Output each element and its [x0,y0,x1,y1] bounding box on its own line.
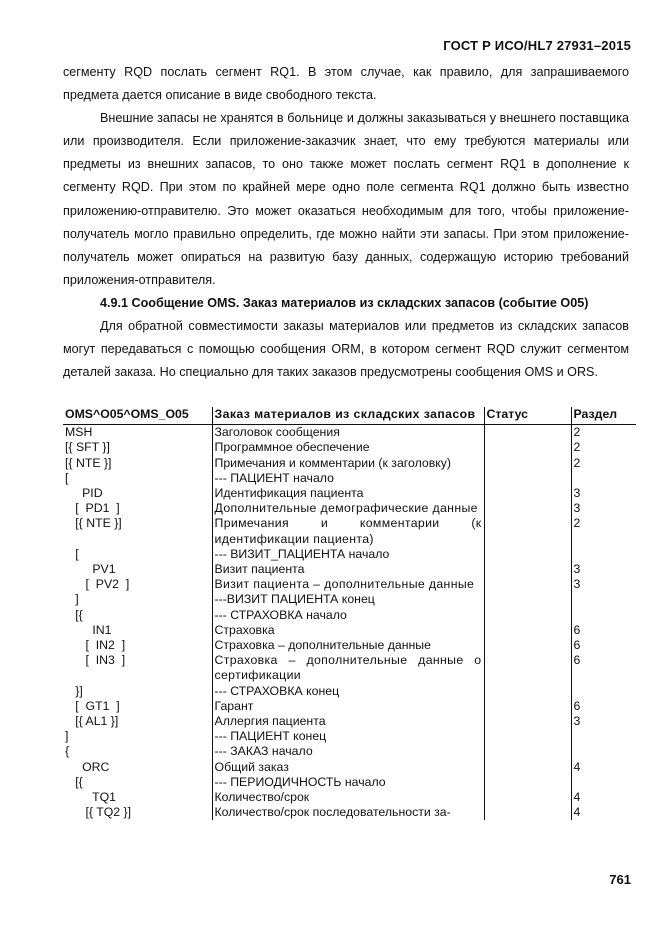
status-cell [484,516,571,546]
section-cell: 3 [571,501,636,516]
segment-cell: [{ [65,774,83,789]
table-row [63,592,636,607]
description-cell: Заголовок сообщения [212,425,484,441]
section-cell: 4 [571,790,636,805]
column-header-status: Статус [484,407,571,425]
description-cell: Страховка [212,623,484,638]
section-cell: 6 [571,623,636,638]
status-cell [484,653,571,683]
table-row [63,608,636,623]
status-cell [484,608,571,623]
segment-cell: [{ TQ2 }] [65,805,132,820]
description-cell: Идентификация пациента [212,486,484,501]
table-row [63,638,636,653]
description-cell: Визит пациента – дополнительные данные [212,577,484,592]
table-row [63,562,636,577]
subsection-heading: 4.9.1 Сообщение OMS. Заказ материалов из складских запасов (событие O05) [100,295,589,310]
description-cell: Количество/срок [212,790,484,805]
status-cell [484,440,571,455]
segment-cell: [ PD1 ] [65,501,120,516]
table-row [63,760,636,775]
description-cell: Программное обеспечение [212,440,484,455]
segment-cell: [ IN3 ] [65,653,126,668]
status-cell [484,425,571,441]
section-cell [571,608,636,623]
section-cell [571,775,636,790]
status-cell [484,501,571,516]
description-cell: Примечания и комментарии (к идентификации пациента) [212,516,484,546]
status-cell [484,760,571,775]
table-row [63,699,636,714]
status-cell [484,729,571,744]
segment-cell: { [65,744,70,759]
message-structure-table [63,407,636,820]
section-cell [571,684,636,699]
section-cell: 2 [571,440,636,455]
section-cell: 3 [571,486,636,501]
description-cell: --- ПАЦИЕНТ конец [212,729,484,744]
segment-cell: [{ NTE }] [65,516,122,531]
status-cell [484,547,571,562]
segment-cell: PID [65,486,103,501]
segment-cell: ] [65,592,79,607]
table-row [63,471,636,486]
table-row [63,425,636,441]
description-cell: Аллергия пациента [212,714,484,729]
description-cell: Количество/срок последовательности за- [212,805,484,820]
section-cell: 6 [571,699,636,714]
segment-cell: ] [65,729,69,744]
table-row [63,744,636,759]
page-header: ГОСТ Р ИСО/HL7 27931–2015 [443,38,631,53]
segment-cell: [{ [65,607,83,622]
segment-cell: [ [65,470,69,485]
description-cell: --- ЗАКАЗ начало [212,744,484,759]
section-cell: 6 [571,638,636,653]
table-row [63,623,636,638]
status-cell [484,805,571,820]
segment-cell: MSH [65,425,93,440]
status-cell [484,699,571,714]
segment-cell: [ PV2 ] [65,577,130,592]
column-header-section: Раздел [571,407,636,425]
page-number: 761 [609,872,631,887]
paragraph-continuation: сегменту RQD послать сегмент RQ1. В этом случае, как правило, для запрашиваемого предмета дается описание в виде свободного текста. [63,65,629,103]
section-cell [571,592,636,607]
description-cell: --- ПАЦИЕНТ начало [212,471,484,486]
description-cell: Визит пациента [212,562,484,577]
table-row [63,456,636,471]
status-cell [484,638,571,653]
section-cell [571,744,636,759]
table-row [63,653,636,683]
segment-cell: PV1 [65,562,116,577]
description-cell: Страховка – дополнительные данные [212,638,484,653]
section-cell: 4 [571,805,636,820]
description-cell: --- ПЕРИОДИЧНОСТЬ начало [212,775,484,790]
status-cell [484,456,571,471]
section-cell: 4 [571,760,636,775]
segment-cell: [{ SFT }] [65,440,110,455]
status-cell [484,577,571,592]
status-cell [484,714,571,729]
table-row [63,516,636,546]
description-cell: Страховка – дополнительные данные о сертификации [212,653,484,683]
section-cell: 3 [571,577,636,592]
table-row [63,547,636,562]
status-cell [484,623,571,638]
segment-cell: IN1 [65,622,112,637]
status-cell [484,471,571,486]
body-text [63,61,629,384]
status-cell [484,562,571,577]
description-cell: Примечания и комментарии (к заголовку) [212,456,484,471]
description-cell: ---ВИЗИТ ПАЦИЕНТА конец [212,592,484,607]
status-cell [484,790,571,805]
segment-cell: [{ NTE }] [65,455,112,470]
table-row [63,684,636,699]
table-row [63,577,636,592]
section-cell: 6 [571,653,636,683]
section-cell: 3 [571,714,636,729]
table-row [63,805,636,820]
column-header-name: Заказ материалов из складских запасов [212,407,484,425]
table-row [63,714,636,729]
description-cell: --- СТРАХОВКА конец [212,684,484,699]
section-cell: 2 [571,425,636,441]
status-cell [484,775,571,790]
paragraph-compatibility: Для обратной совместимости заказы материалов или предметов из складских запасов могут передаваться с помощью сообщения ORM, в котором сегмент RQD служит сегментом деталей заказа. Но специально для таких заказов предусмотрены сообщения OMS и ORS. [63,319,629,380]
status-cell [484,592,571,607]
section-cell [571,547,636,562]
section-cell [571,471,636,486]
paragraph-external-stock: Внешние запасы не хранятся в больнице и должны заказываться у внешнего поставщика или производителя. Если приложение-заказчик знает, что ему требуются материалы или предметы из внешних запасов, то оно также может послать сегмент RQ1 в дополнение к сегменту RQD. При этом по крайней мере одно поле сегмента RQ1 должно быть известно приложению-отправителю. Это может оказаться необходимым для того, чтобы приложение-получатель могло правильно определить, где можно найти эти запасы. При этом приложение-получатель может опираться на развитую базу данных, содержащую историю требований приложения-отправителя. [63,111,629,287]
segment-cell: [{ AL1 }] [65,714,119,729]
segment-cell: [ [65,546,79,561]
section-cell: 2 [571,456,636,471]
table-row [63,486,636,501]
segment-cell: [ GT1 ] [65,698,120,713]
description-cell: Дополнительные демографические данные [212,501,484,516]
table-body [63,425,636,821]
status-cell [484,744,571,759]
table-row [63,790,636,805]
segment-cell: }] [65,683,83,698]
section-cell [571,729,636,744]
segment-cell: ORC [65,759,110,774]
segment-cell: TQ1 [65,790,117,805]
status-cell [484,486,571,501]
table-row [63,501,636,516]
column-header-segment: OMS^O05^OMS_O05 [63,407,212,425]
description-cell: --- ВИЗИТ_ПАЦИЕНТА начало [212,547,484,562]
status-cell [484,684,571,699]
description-cell: Гарант [212,699,484,714]
description-cell: Общий заказ [212,760,484,775]
table-row [63,440,636,455]
description-cell: --- СТРАХОВКА начало [212,608,484,623]
table-header-row [63,407,636,425]
table-row [63,729,636,744]
segment-cell: [ IN2 ] [65,638,126,653]
section-cell: 3 [571,562,636,577]
section-cell: 2 [571,516,636,546]
table-row [63,775,636,790]
